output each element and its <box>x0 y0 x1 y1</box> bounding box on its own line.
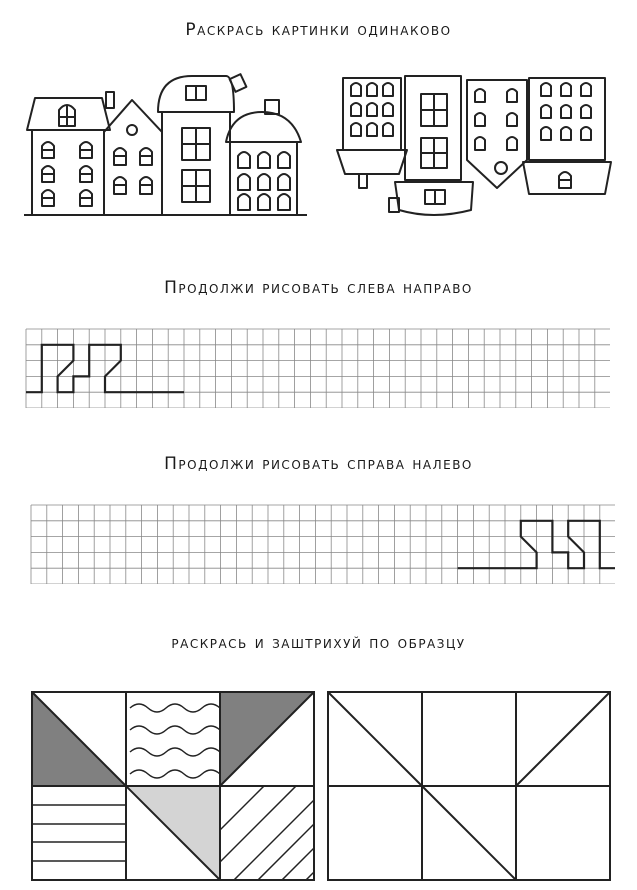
section-title-left-to-right: Продолжи рисовать слева направо <box>164 278 473 298</box>
horizontal-hatching <box>32 805 126 861</box>
empty-pattern-panel[interactable] <box>326 690 612 882</box>
pattern-grid-left-to-right <box>25 328 610 408</box>
pattern-grid-right-to-left <box>30 504 615 584</box>
houses-right-picture <box>333 70 615 222</box>
sample-pattern-panel <box>30 690 316 882</box>
section-title-right-to-left: Продолжи рисовать справа налево <box>164 454 473 474</box>
section-title-color-and-hatch: раскрась и заштрихуй по образцу <box>171 633 466 653</box>
wavy-hatching <box>130 704 220 778</box>
section-title-color-pictures: Раскрась картинки одинаково <box>185 20 452 40</box>
footer-mark <box>486 877 586 890</box>
houses-left-picture <box>22 70 312 222</box>
diagonal-hatching <box>220 780 316 882</box>
